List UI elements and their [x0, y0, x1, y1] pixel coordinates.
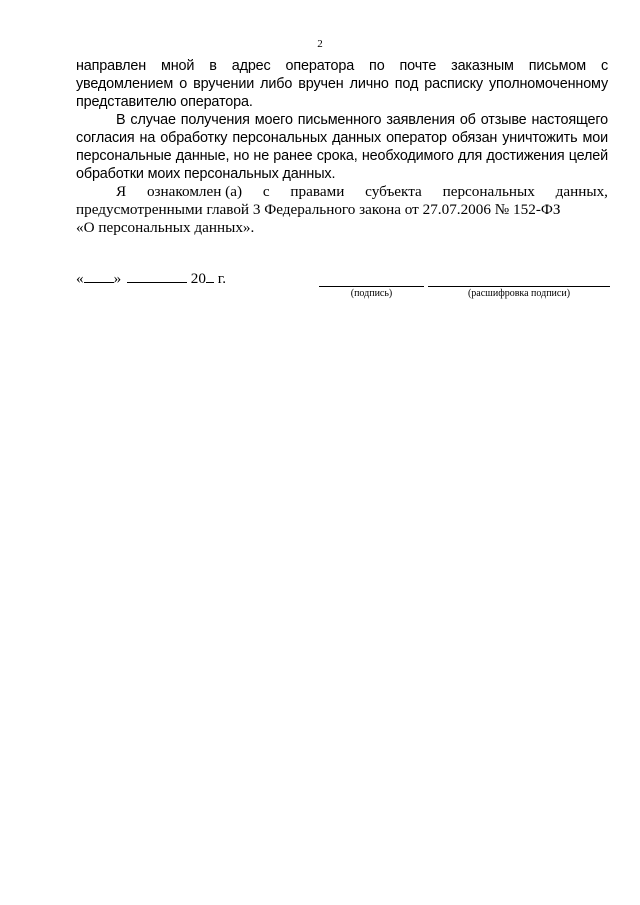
signature-line[interactable]	[319, 286, 424, 287]
acknowledgement-line-3: «О персональных данных».	[76, 219, 255, 236]
acknowledgement-paragraph	[76, 183, 608, 237]
signature-transcript-line[interactable]	[428, 286, 610, 287]
close-quote: »	[113, 270, 122, 287]
ack-word: ознакомлен (а)	[146, 183, 243, 200]
ack-word: персональных	[442, 183, 535, 200]
date-field	[76, 270, 226, 288]
acknowledgement-line-1	[76, 183, 608, 201]
ack-word: субъекта	[365, 183, 422, 200]
year-prefix: 20	[190, 270, 206, 287]
month-blank[interactable]	[127, 270, 187, 283]
paragraph-delivery: направлен мной в адрес оператора по почте заказным письмом с уведомлением о вручении либо вручен лично под расписку уполномоченному представителю оператора.	[76, 58, 608, 110]
signature-caption: (подпись)	[350, 288, 393, 299]
year-suffix: г.	[213, 270, 227, 287]
signature-row	[76, 270, 610, 310]
acknowledgement-line-2: предусмотренными главой 3 Федерального закона от 27.07.2006 № 152-ФЗ	[76, 201, 561, 218]
day-blank[interactable]	[84, 270, 114, 283]
page-number: 2	[317, 38, 323, 50]
ack-word: Я	[116, 183, 127, 200]
open-quote: «	[76, 270, 84, 287]
ack-word: данных,	[555, 183, 608, 200]
ack-word: с	[262, 183, 270, 200]
document-body	[76, 57, 608, 237]
paragraph-withdrawal: В случае получения моего письменного заявления об отзыве настоящего согласия на обработку персональных данных оператор обязан уничтожить мои персональные данные, но не ранее срока, необходимого для достижения целей обработки моих персональных данных.	[76, 112, 608, 182]
year-blank[interactable]	[206, 270, 214, 283]
signature-transcript-caption: (расшифровка подписи)	[467, 288, 571, 299]
ack-word: правами	[290, 183, 345, 200]
